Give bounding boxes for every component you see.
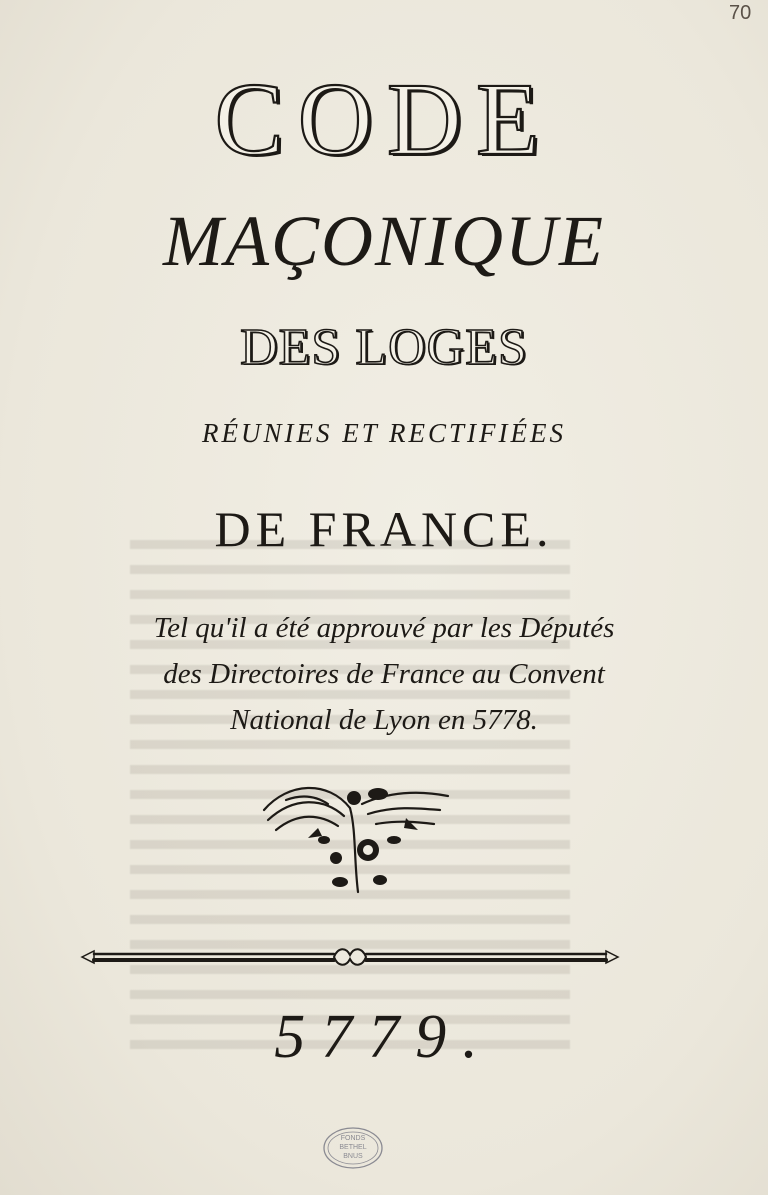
approval-line-3: National de Lyon en 5778.: [230, 704, 538, 736]
double-rule-divider: [80, 945, 620, 973]
stamp-line-1: FONDS: [340, 1135, 366, 1142]
title-des-loges: DES LOGES: [240, 319, 528, 376]
title-code: CODE: [214, 62, 554, 177]
title-maconique: MAÇONIQUE: [163, 201, 605, 281]
approval-line-2: des Directoires de France au Convent: [163, 658, 605, 690]
library-stamp: [322, 1126, 384, 1170]
approval-line-1: Tel qu'il a été approuvé par les Députés: [153, 612, 615, 644]
stamp-line-2: BETHEL: [339, 1144, 367, 1151]
shelf-mark: 70: [729, 2, 752, 24]
subtitle-reunies: RÉUNIES ET RECTIFIÉES: [202, 418, 566, 448]
imprint-year: 5779.: [274, 1003, 494, 1071]
floral-vignette-icon: [258, 770, 454, 900]
stamp-line-3: BNUS: [343, 1153, 363, 1160]
title-de-france: DE FRANCE.: [214, 501, 554, 557]
